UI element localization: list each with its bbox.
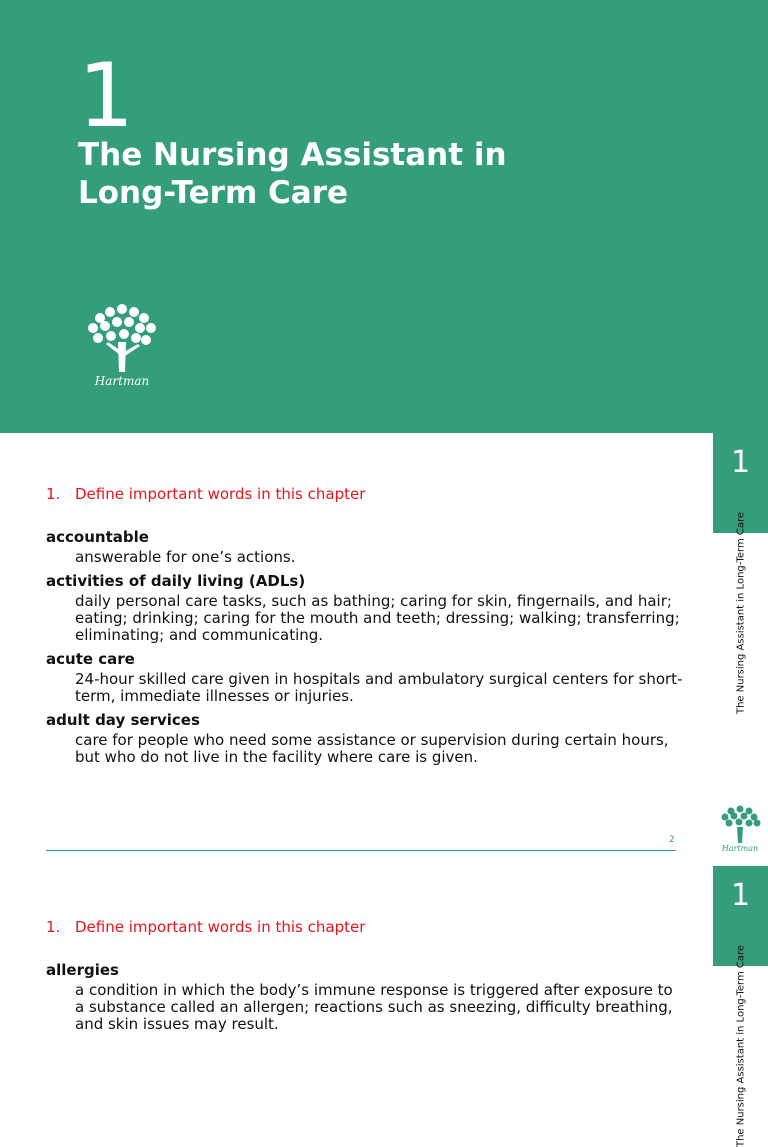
term-definition: care for people who need some assistance or supervision during certain hours, but who do not live in the facility where care is given. xyxy=(75,731,669,766)
term-definition: answerable for one’s actions. xyxy=(75,548,296,566)
page-number: 2 xyxy=(669,835,675,845)
learning-objective xyxy=(46,918,365,936)
hartman-tree-logo-icon xyxy=(713,803,768,853)
slide-sidebar xyxy=(713,866,768,1147)
learning-objective xyxy=(46,485,365,503)
cover-slide xyxy=(0,0,768,433)
term-heading: adult day services xyxy=(46,711,200,729)
term-list xyxy=(46,960,686,1038)
chapter-badge: 1 xyxy=(713,433,768,533)
term-list xyxy=(46,527,686,771)
term-heading: activities of daily living (ADLs) xyxy=(46,572,306,590)
vocab-slide xyxy=(0,433,768,866)
objective-number: 1. xyxy=(46,918,61,936)
hartman-logo-text: Hartman xyxy=(721,844,759,853)
objective-text: Define important words in this chapter xyxy=(75,918,366,936)
objective-number: 1. xyxy=(46,485,61,503)
term-heading: allergies xyxy=(46,961,119,979)
chapter-title-line1: The Nursing Assistant in xyxy=(78,137,507,173)
term-heading: acute care xyxy=(46,650,135,668)
chapter-title-line2: Long-Term Care xyxy=(78,175,349,211)
chapter-badge: 1 xyxy=(713,866,768,966)
slide-sidebar xyxy=(713,433,768,866)
objective-text: Define important words in this chapter xyxy=(75,485,366,503)
side-chapter-title: The Nursing Assistant in Long-Term Care xyxy=(735,944,747,1147)
chapter-title xyxy=(78,136,507,212)
vocab-slide xyxy=(0,866,768,1147)
hartman-logo-text: Hartman xyxy=(94,374,150,388)
term-definition: daily personal care tasks, such as bathing; caring for skin, fingernails, and hair; eating; drinking; caring for the mouth and teeth; dressing; walking; transferring; eliminating; and communicating. xyxy=(75,592,680,644)
hartman-tree-logo-icon xyxy=(80,300,164,390)
footer-divider xyxy=(46,850,676,851)
chapter-number: 1 xyxy=(78,44,134,147)
term-definition: a condition in which the body’s immune response is triggered after exposure to a substance called an allergen; reactions such as sneezing, difficulty breathing, and skin issues may result. xyxy=(75,981,673,1033)
term-definition: 24-hour skilled care given in hospitals and ambulatory surgical centers for short-term, immediate illnesses or injuries. xyxy=(75,670,683,705)
term-heading: accountable xyxy=(46,528,149,546)
side-chapter-title: The Nursing Assistant in Long-Term Care xyxy=(735,511,747,715)
